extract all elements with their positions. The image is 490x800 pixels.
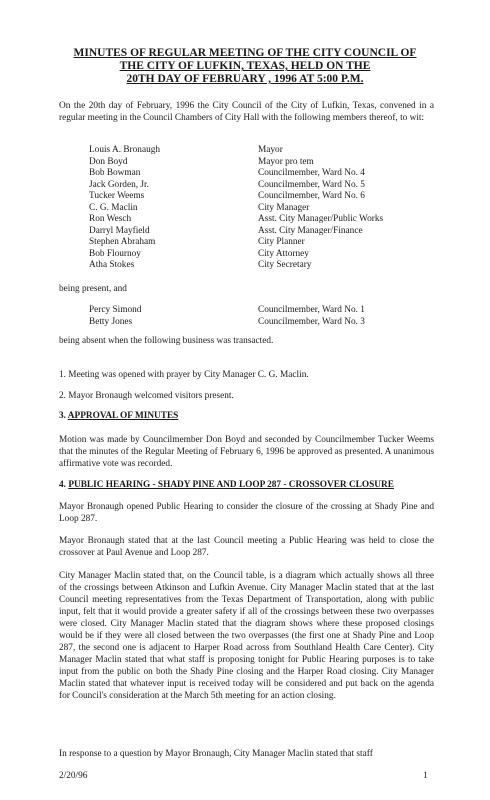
member-name: Ron Wesch (89, 214, 132, 224)
member-title: Mayor pro tem (258, 156, 314, 167)
section-title: APPROVAL OF MINUTES (67, 411, 179, 421)
member-name: Jack Gorden, Jr. (89, 179, 149, 190)
section-number: 4. (59, 480, 66, 490)
member-row (89, 214, 434, 226)
member-row (89, 157, 434, 169)
member-title: Councilmember, Ward No. 5 (258, 179, 365, 190)
title-line-1: MINUTES OF REGULAR MEETING OF THE CITY COUNCIL OF (73, 47, 417, 59)
member-name: Percy Simond (89, 305, 142, 315)
hearing-paragraph-1: Mayor Bronaugh opened Public Hearing to consider the closure of the crossing at Shady Pine and Loop 287. (59, 502, 434, 524)
item-2: 2. Mayor Bronaugh welcomed visitors present. (59, 391, 234, 401)
hearing-paragraph-4: In response to a question by Mayor Bronaugh, City Manager Maclin stated that staff (59, 749, 373, 759)
member-title: Mayor (258, 145, 283, 155)
member-title: City Attorney (258, 248, 309, 259)
member-row (89, 180, 434, 192)
member-title: Councilmember, Ward No. 4 (258, 168, 365, 178)
member-row (89, 191, 434, 203)
hearing-paragraph-2: Mayor Bronaugh stated that at the last Council meeting a Public Hearing was held to close the crossover at Paul Avenue and Loop 287. (59, 536, 434, 558)
page-number: 1 (423, 771, 428, 781)
member-name: Atha Stokes (89, 260, 135, 270)
member-title: City Manager (258, 202, 310, 213)
being-present-text: being present, and (59, 284, 127, 294)
item-1: 1. Meeting was opened with prayer by City Manager C. G. Maclin. (59, 370, 309, 380)
member-title: City Planner (258, 237, 305, 247)
section-3-heading (59, 410, 178, 422)
member-row (89, 226, 434, 238)
member-name: Bob Flournoy (89, 248, 141, 259)
being-absent-text: being absent when the following business was transacted. (59, 336, 274, 346)
member-row (89, 317, 434, 329)
member-title: Councilmember, Ward No. 3 (258, 316, 365, 327)
title-line-2: THE CITY OF LUFKIN, TEXAS, HELD ON THE (119, 60, 371, 72)
section-number: 3. (59, 411, 66, 421)
member-row (89, 145, 434, 157)
member-row (89, 203, 434, 215)
section-title: PUBLIC HEARING - SHADY PINE AND LOOP 287 - CROSSOVER CLOSURE (68, 480, 394, 490)
member-row (89, 237, 434, 249)
member-name: Tucker Weems (89, 191, 145, 201)
absent-members-list (89, 305, 434, 328)
member-row (89, 305, 434, 317)
member-row (89, 249, 434, 261)
member-name: Betty Jones (89, 316, 133, 327)
member-title: Asst. City Manager/Finance (258, 225, 363, 236)
footer-date: 2/20/96 (59, 771, 88, 781)
member-name: Stephen Abraham (89, 237, 156, 247)
member-name: C. G. Maclin (89, 202, 138, 213)
title-line-3: 20TH DAY OF FEBRUARY , 1996 AT 5:00 P.M. (126, 73, 364, 85)
member-title: Councilmember, Ward No. 6 (258, 191, 365, 201)
member-name: Darryl Mayfield (89, 225, 150, 236)
document-title (60, 47, 430, 86)
present-members-list (89, 145, 434, 272)
approval-paragraph: Motion was made by Councilmember Don Boyd and seconded by Councilmember Tucker Weems that the minutes of the Regular Meeting of February 6, 1996 be approved as presented. A unanimous affirmative vote was recorded. (59, 435, 434, 469)
intro-paragraph: On the 20th day of February, 1996 the City Council of the City of Lufkin, Texas, convened in a regular meeting in the Council Chambers of City Hall with the following members thereof, to wit: (59, 101, 434, 123)
section-4-heading (59, 479, 394, 491)
member-name: Bob Bowman (89, 168, 141, 178)
member-row (89, 260, 434, 272)
member-title: City Secretary (258, 260, 312, 270)
member-name: Louis A. Bronaugh (89, 145, 161, 155)
member-name: Don Boyd (89, 156, 128, 167)
member-row (89, 168, 434, 180)
hearing-paragraph-3: City Manager Maclin stated that, on the Council table, is a diagram which actually shows all three of the crossings between Atkinson and Lufkin Avenue. City Manager Maclin stated that at the last Council meeting representatives from the Texas Department of Transportation, along with public input, felt that it would provide a greater safety if all of the crossings between these two overpasses were closed. City Manager Maclin stated that the diagram shows where these proposed closings would be if they were all closed between the two overpasses (the first one at Shady Pine and Loop 287, the second one is adjacent to Harper Road across from Southland Health Care Center). City Manager Maclin stated that what staff is proposing tonight for Public Hearing purposes is to take input from the public on both the Shady Pine closing and the Harper Road closing. City Manager Maclin stated that whatever input is received today will be considered and put back on the agenda for Council's consideration at the March 5th meeting for an action closing. (59, 571, 434, 701)
member-title: Asst. City Manager/Public Works (258, 214, 384, 224)
member-title: Councilmember, Ward No. 1 (258, 305, 365, 315)
